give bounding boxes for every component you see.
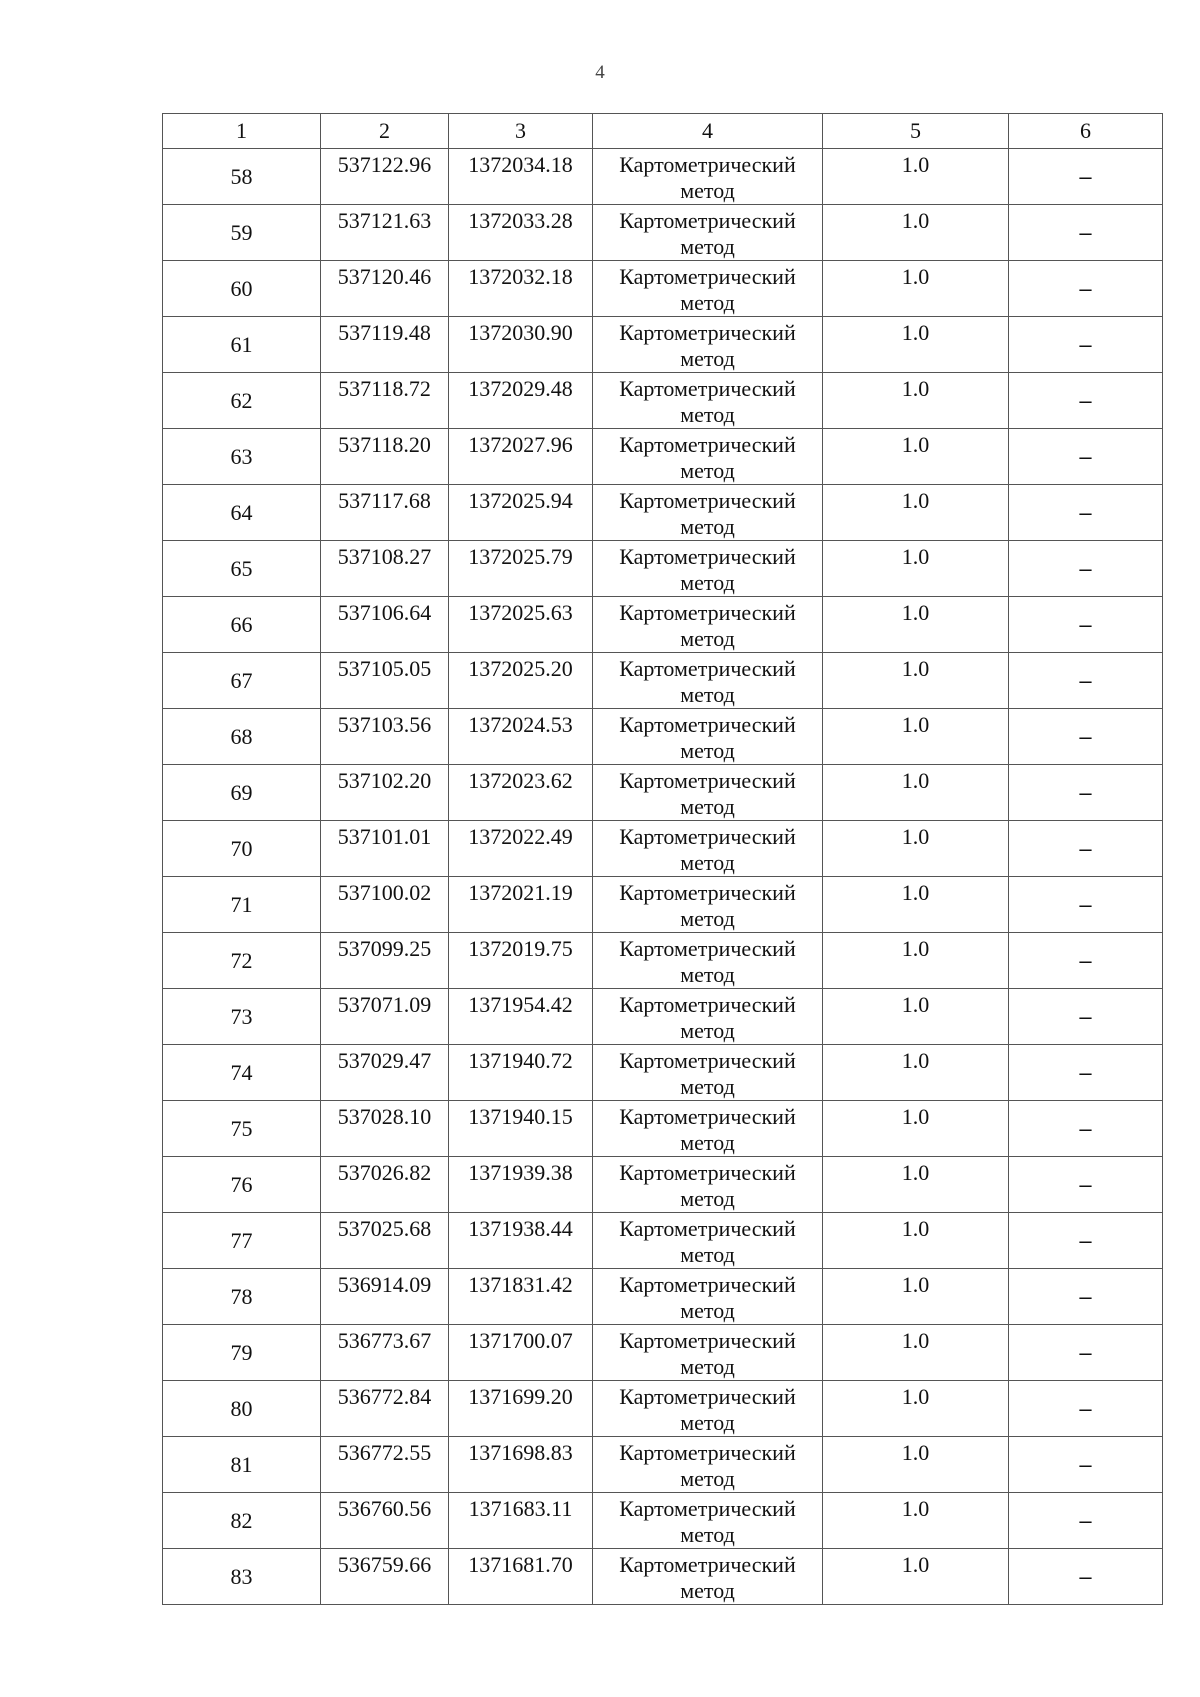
point-number-cell: 72: [163, 933, 321, 989]
y-coordinate-cell: 1372032.18: [449, 261, 593, 317]
method-line-2: метод: [680, 626, 735, 651]
method-line-1: Картометрический: [619, 1104, 796, 1129]
method-cell: [593, 1381, 823, 1437]
x-coordinate-cell: 537120.46: [321, 261, 449, 317]
table-header-row: [163, 114, 1163, 149]
method-line-1: Картометрический: [619, 1552, 796, 1577]
method-line-2: метод: [680, 290, 735, 315]
accuracy-cell: 1.0: [823, 1045, 1009, 1101]
page-number: 4: [595, 62, 605, 83]
point-number-cell: 76: [163, 1157, 321, 1213]
accuracy-cell: 1.0: [823, 709, 1009, 765]
point-number-cell: 60: [163, 261, 321, 317]
x-coordinate-cell: 537103.56: [321, 709, 449, 765]
table-row: [163, 149, 1163, 205]
table-row: [163, 1437, 1163, 1493]
y-coordinate-cell: 1372025.63: [449, 597, 593, 653]
table-row: [163, 1045, 1163, 1101]
note-cell: –: [1009, 541, 1163, 597]
x-coordinate-cell: 537101.01: [321, 821, 449, 877]
method-line-2: метод: [680, 570, 735, 595]
y-coordinate-cell: 1371831.42: [449, 1269, 593, 1325]
note-cell: –: [1009, 149, 1163, 205]
note-cell: –: [1009, 1437, 1163, 1493]
method-line-1: Картометрический: [619, 1048, 796, 1073]
accuracy-cell: 1.0: [823, 1493, 1009, 1549]
method-line-1: Картометрический: [619, 208, 796, 233]
x-coordinate-cell: 536772.55: [321, 1437, 449, 1493]
method-cell: [593, 877, 823, 933]
method-cell: [593, 1101, 823, 1157]
note-cell: –: [1009, 653, 1163, 709]
method-line-2: метод: [680, 794, 735, 819]
header-col-5: 5: [823, 114, 1009, 149]
accuracy-cell: 1.0: [823, 261, 1009, 317]
note-cell: –: [1009, 373, 1163, 429]
method-line-2: метод: [680, 906, 735, 931]
x-coordinate-cell: 537122.96: [321, 149, 449, 205]
note-cell: –: [1009, 1269, 1163, 1325]
accuracy-cell: 1.0: [823, 989, 1009, 1045]
note-cell: –: [1009, 1381, 1163, 1437]
table-row: [163, 653, 1163, 709]
method-cell: [593, 989, 823, 1045]
accuracy-cell: 1.0: [823, 1437, 1009, 1493]
table-row: [163, 1157, 1163, 1213]
header-col-2: 2: [321, 114, 449, 149]
table-row: [163, 989, 1163, 1045]
header-col-3: 3: [449, 114, 593, 149]
method-cell: [593, 541, 823, 597]
method-cell: [593, 1325, 823, 1381]
accuracy-cell: 1.0: [823, 373, 1009, 429]
method-line-1: Картометрический: [619, 992, 796, 1017]
accuracy-cell: 1.0: [823, 1213, 1009, 1269]
method-line-2: метод: [680, 346, 735, 371]
method-line-1: Картометрический: [619, 712, 796, 737]
method-cell: [593, 765, 823, 821]
method-cell: [593, 1549, 823, 1605]
y-coordinate-cell: 1371699.20: [449, 1381, 593, 1437]
accuracy-cell: 1.0: [823, 1381, 1009, 1437]
table-row: [163, 933, 1163, 989]
method-line-2: метод: [680, 234, 735, 259]
y-coordinate-cell: 1372034.18: [449, 149, 593, 205]
point-number-cell: 69: [163, 765, 321, 821]
accuracy-cell: 1.0: [823, 1325, 1009, 1381]
point-number-cell: 80: [163, 1381, 321, 1437]
point-number-cell: 77: [163, 1213, 321, 1269]
method-line-2: метод: [680, 1018, 735, 1043]
method-cell: [593, 1437, 823, 1493]
x-coordinate-cell: 536914.09: [321, 1269, 449, 1325]
point-number-cell: 63: [163, 429, 321, 485]
table-row: [163, 1269, 1163, 1325]
method-cell: [593, 1045, 823, 1101]
note-cell: –: [1009, 765, 1163, 821]
method-line-1: Картометрический: [619, 152, 796, 177]
x-coordinate-cell: 536759.66: [321, 1549, 449, 1605]
method-cell: [593, 1213, 823, 1269]
y-coordinate-cell: 1371939.38: [449, 1157, 593, 1213]
table-row: [163, 597, 1163, 653]
note-cell: –: [1009, 1213, 1163, 1269]
header-col-6: 6: [1009, 114, 1163, 149]
x-coordinate-cell: 537029.47: [321, 1045, 449, 1101]
point-number-cell: 73: [163, 989, 321, 1045]
point-number-cell: 81: [163, 1437, 321, 1493]
point-number-cell: 71: [163, 877, 321, 933]
x-coordinate-cell: 536772.84: [321, 1381, 449, 1437]
accuracy-cell: 1.0: [823, 541, 1009, 597]
method-line-2: метод: [680, 682, 735, 707]
accuracy-cell: 1.0: [823, 1101, 1009, 1157]
y-coordinate-cell: 1371683.11: [449, 1493, 593, 1549]
x-coordinate-cell: 537117.68: [321, 485, 449, 541]
x-coordinate-cell: 537102.20: [321, 765, 449, 821]
point-number-cell: 68: [163, 709, 321, 765]
point-number-cell: 64: [163, 485, 321, 541]
y-coordinate-cell: 1372025.20: [449, 653, 593, 709]
method-line-2: метод: [680, 514, 735, 539]
point-number-cell: 65: [163, 541, 321, 597]
y-coordinate-cell: 1372027.96: [449, 429, 593, 485]
y-coordinate-cell: 1372029.48: [449, 373, 593, 429]
accuracy-cell: 1.0: [823, 1549, 1009, 1605]
method-line-1: Картометрический: [619, 264, 796, 289]
method-cell: [593, 1269, 823, 1325]
method-line-1: Картометрический: [619, 1328, 796, 1353]
y-coordinate-cell: 1372033.28: [449, 205, 593, 261]
point-number-cell: 83: [163, 1549, 321, 1605]
method-line-2: метод: [680, 1466, 735, 1491]
x-coordinate-cell: 536760.56: [321, 1493, 449, 1549]
table-row: [163, 1493, 1163, 1549]
note-cell: –: [1009, 1101, 1163, 1157]
accuracy-cell: 1.0: [823, 1157, 1009, 1213]
method-cell: [593, 933, 823, 989]
accuracy-cell: 1.0: [823, 205, 1009, 261]
y-coordinate-cell: 1372030.90: [449, 317, 593, 373]
method-line-1: Картометрический: [619, 544, 796, 569]
x-coordinate-cell: 536773.67: [321, 1325, 449, 1381]
point-number-cell: 82: [163, 1493, 321, 1549]
method-cell: [593, 653, 823, 709]
accuracy-cell: 1.0: [823, 485, 1009, 541]
note-cell: –: [1009, 205, 1163, 261]
note-cell: –: [1009, 485, 1163, 541]
point-number-cell: 75: [163, 1101, 321, 1157]
method-line-1: Картометрический: [619, 320, 796, 345]
method-cell: [593, 1493, 823, 1549]
table-row: [163, 709, 1163, 765]
method-cell: [593, 429, 823, 485]
table-row: [163, 317, 1163, 373]
method-line-1: Картометрический: [619, 1384, 796, 1409]
header-col-4: 4: [593, 114, 823, 149]
note-cell: –: [1009, 877, 1163, 933]
method-line-1: Картометрический: [619, 1440, 796, 1465]
note-cell: –: [1009, 317, 1163, 373]
y-coordinate-cell: 1371954.42: [449, 989, 593, 1045]
point-number-cell: 74: [163, 1045, 321, 1101]
y-coordinate-cell: 1371698.83: [449, 1437, 593, 1493]
method-line-2: метод: [680, 402, 735, 427]
y-coordinate-cell: 1372022.49: [449, 821, 593, 877]
accuracy-cell: 1.0: [823, 933, 1009, 989]
table-row: [163, 373, 1163, 429]
method-line-2: метод: [680, 1298, 735, 1323]
method-line-2: метод: [680, 1522, 735, 1547]
method-line-2: метод: [680, 1130, 735, 1155]
method-line-2: метод: [680, 1186, 735, 1211]
note-cell: –: [1009, 1493, 1163, 1549]
method-line-1: Картометрический: [619, 600, 796, 625]
method-line-2: метод: [680, 1242, 735, 1267]
method-cell: [593, 261, 823, 317]
header-col-1: 1: [163, 114, 321, 149]
method-line-2: метод: [680, 738, 735, 763]
table-row: [163, 821, 1163, 877]
y-coordinate-cell: 1372025.94: [449, 485, 593, 541]
method-cell: [593, 373, 823, 429]
method-line-1: Картометрический: [619, 936, 796, 961]
method-cell: [593, 821, 823, 877]
y-coordinate-cell: 1372021.19: [449, 877, 593, 933]
table-row: [163, 877, 1163, 933]
method-cell: [593, 149, 823, 205]
note-cell: –: [1009, 1549, 1163, 1605]
y-coordinate-cell: 1371940.72: [449, 1045, 593, 1101]
accuracy-cell: 1.0: [823, 317, 1009, 373]
x-coordinate-cell: 537119.48: [321, 317, 449, 373]
x-coordinate-cell: 537106.64: [321, 597, 449, 653]
method-line-1: Картометрический: [619, 488, 796, 513]
method-line-2: метод: [680, 458, 735, 483]
method-cell: [593, 485, 823, 541]
point-number-cell: 78: [163, 1269, 321, 1325]
point-number-cell: 61: [163, 317, 321, 373]
point-number-cell: 79: [163, 1325, 321, 1381]
method-line-1: Картометрический: [619, 656, 796, 681]
method-cell: [593, 205, 823, 261]
note-cell: –: [1009, 1045, 1163, 1101]
table-row: [163, 1101, 1163, 1157]
y-coordinate-cell: 1371681.70: [449, 1549, 593, 1605]
y-coordinate-cell: 1372025.79: [449, 541, 593, 597]
coordinates-table: [162, 113, 1163, 1605]
y-coordinate-cell: 1372019.75: [449, 933, 593, 989]
method-line-2: метод: [680, 1074, 735, 1099]
point-number-cell: 67: [163, 653, 321, 709]
method-line-2: метод: [680, 1578, 735, 1603]
note-cell: –: [1009, 821, 1163, 877]
note-cell: –: [1009, 1325, 1163, 1381]
note-cell: –: [1009, 429, 1163, 485]
method-line-2: метод: [680, 1354, 735, 1379]
method-cell: [593, 1157, 823, 1213]
method-line-1: Картометрический: [619, 768, 796, 793]
method-line-2: метод: [680, 1410, 735, 1435]
table-row: [163, 485, 1163, 541]
x-coordinate-cell: 537028.10: [321, 1101, 449, 1157]
accuracy-cell: 1.0: [823, 149, 1009, 205]
accuracy-cell: 1.0: [823, 821, 1009, 877]
point-number-cell: 58: [163, 149, 321, 205]
note-cell: –: [1009, 1157, 1163, 1213]
x-coordinate-cell: 537118.20: [321, 429, 449, 485]
method-line-2: метод: [680, 178, 735, 203]
method-line-1: Картометрический: [619, 824, 796, 849]
x-coordinate-cell: 537071.09: [321, 989, 449, 1045]
y-coordinate-cell: 1372023.62: [449, 765, 593, 821]
y-coordinate-cell: 1371700.07: [449, 1325, 593, 1381]
x-coordinate-cell: 537025.68: [321, 1213, 449, 1269]
x-coordinate-cell: 537105.05: [321, 653, 449, 709]
method-line-2: метод: [680, 962, 735, 987]
table-row: [163, 1549, 1163, 1605]
method-cell: [593, 317, 823, 373]
method-line-1: Картометрический: [619, 1216, 796, 1241]
table-row: [163, 205, 1163, 261]
y-coordinate-cell: 1371940.15: [449, 1101, 593, 1157]
table-row: [163, 765, 1163, 821]
note-cell: –: [1009, 597, 1163, 653]
table-row: [163, 1381, 1163, 1437]
x-coordinate-cell: 537108.27: [321, 541, 449, 597]
point-number-cell: 59: [163, 205, 321, 261]
x-coordinate-cell: 537026.82: [321, 1157, 449, 1213]
note-cell: –: [1009, 709, 1163, 765]
method-line-1: Картометрический: [619, 1160, 796, 1185]
accuracy-cell: 1.0: [823, 1269, 1009, 1325]
table-row: [163, 1325, 1163, 1381]
x-coordinate-cell: 537099.25: [321, 933, 449, 989]
table-row: [163, 261, 1163, 317]
x-coordinate-cell: 537100.02: [321, 877, 449, 933]
point-number-cell: 70: [163, 821, 321, 877]
table-row: [163, 1213, 1163, 1269]
note-cell: –: [1009, 261, 1163, 317]
accuracy-cell: 1.0: [823, 597, 1009, 653]
method-cell: [593, 709, 823, 765]
note-cell: –: [1009, 933, 1163, 989]
point-number-cell: 62: [163, 373, 321, 429]
x-coordinate-cell: 537118.72: [321, 373, 449, 429]
point-number-cell: 66: [163, 597, 321, 653]
method-line-1: Картометрический: [619, 1496, 796, 1521]
method-line-1: Картометрический: [619, 1272, 796, 1297]
table-row: [163, 429, 1163, 485]
table-row: [163, 541, 1163, 597]
method-line-2: метод: [680, 850, 735, 875]
method-line-1: Картометрический: [619, 376, 796, 401]
method-line-1: Картометрический: [619, 432, 796, 457]
accuracy-cell: 1.0: [823, 877, 1009, 933]
y-coordinate-cell: 1371938.44: [449, 1213, 593, 1269]
accuracy-cell: 1.0: [823, 429, 1009, 485]
method-line-1: Картометрический: [619, 880, 796, 905]
accuracy-cell: 1.0: [823, 653, 1009, 709]
accuracy-cell: 1.0: [823, 765, 1009, 821]
method-cell: [593, 597, 823, 653]
x-coordinate-cell: 537121.63: [321, 205, 449, 261]
note-cell: –: [1009, 989, 1163, 1045]
y-coordinate-cell: 1372024.53: [449, 709, 593, 765]
